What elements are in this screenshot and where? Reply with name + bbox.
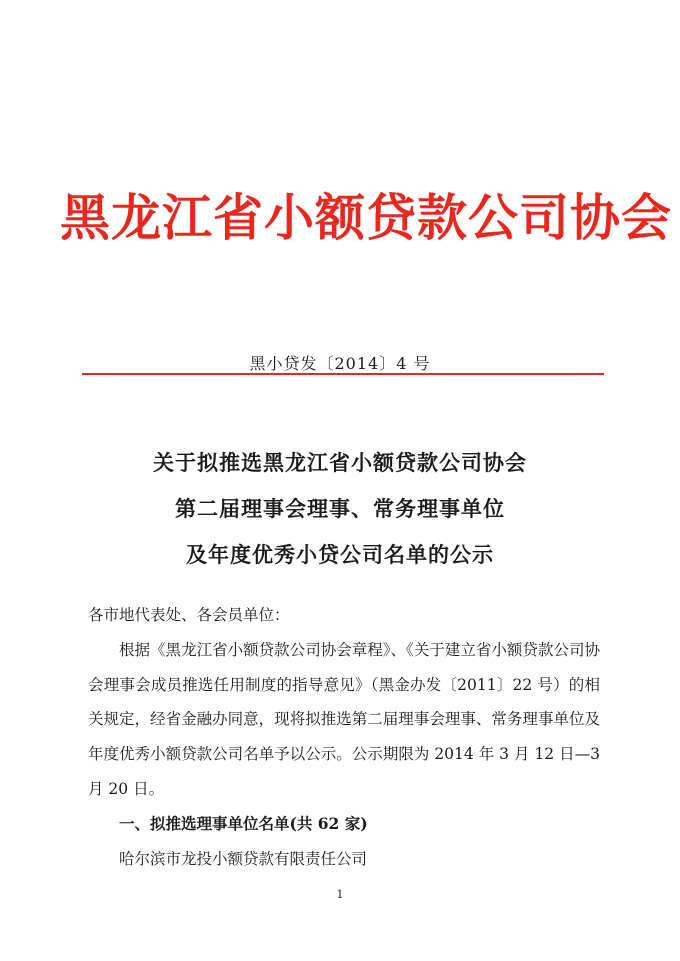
notice-title [0,440,680,578]
document-number: 黑小贷发〔2014〕4 号 [249,354,431,373]
title-line-3: 及年度优秀小贷公司名单的公示 [186,542,494,567]
salutation: 各市地代表处、各会员单位： [88,606,290,624]
title-line-2: 第二届理事会理事、常务理事单位 [175,496,505,521]
list-item: 哈尔滨市龙投小额贷款有限责任公司 [119,849,368,868]
section-heading: 一、拟推选理事单位名单(共 62 家) [119,813,368,833]
body-paragraph: 根据《黑龙江省小额贷款公司协会章程》、《关于建立省小额贷款公司协会理事会成员推选任用制度的指导意见》（黑金办发〔2011〕22 号）的相关规定，经省金融办同意，现将拟推选第二届理事会理事、常务理事单位及年度优秀小额贷款公司名单予以公示。公示期限为 2014 年 3 月 12 日—3 月 20 日。 [88,640,600,798]
red-divider-line [82,373,604,375]
masthead-title: 黑龙江省小额贷款公司协会 [60,188,672,247]
title-line-1: 关于拟推选黑龙江省小额贷款公司协会 [153,450,527,475]
page-number: 1 [336,888,344,901]
document-body [88,598,600,876]
